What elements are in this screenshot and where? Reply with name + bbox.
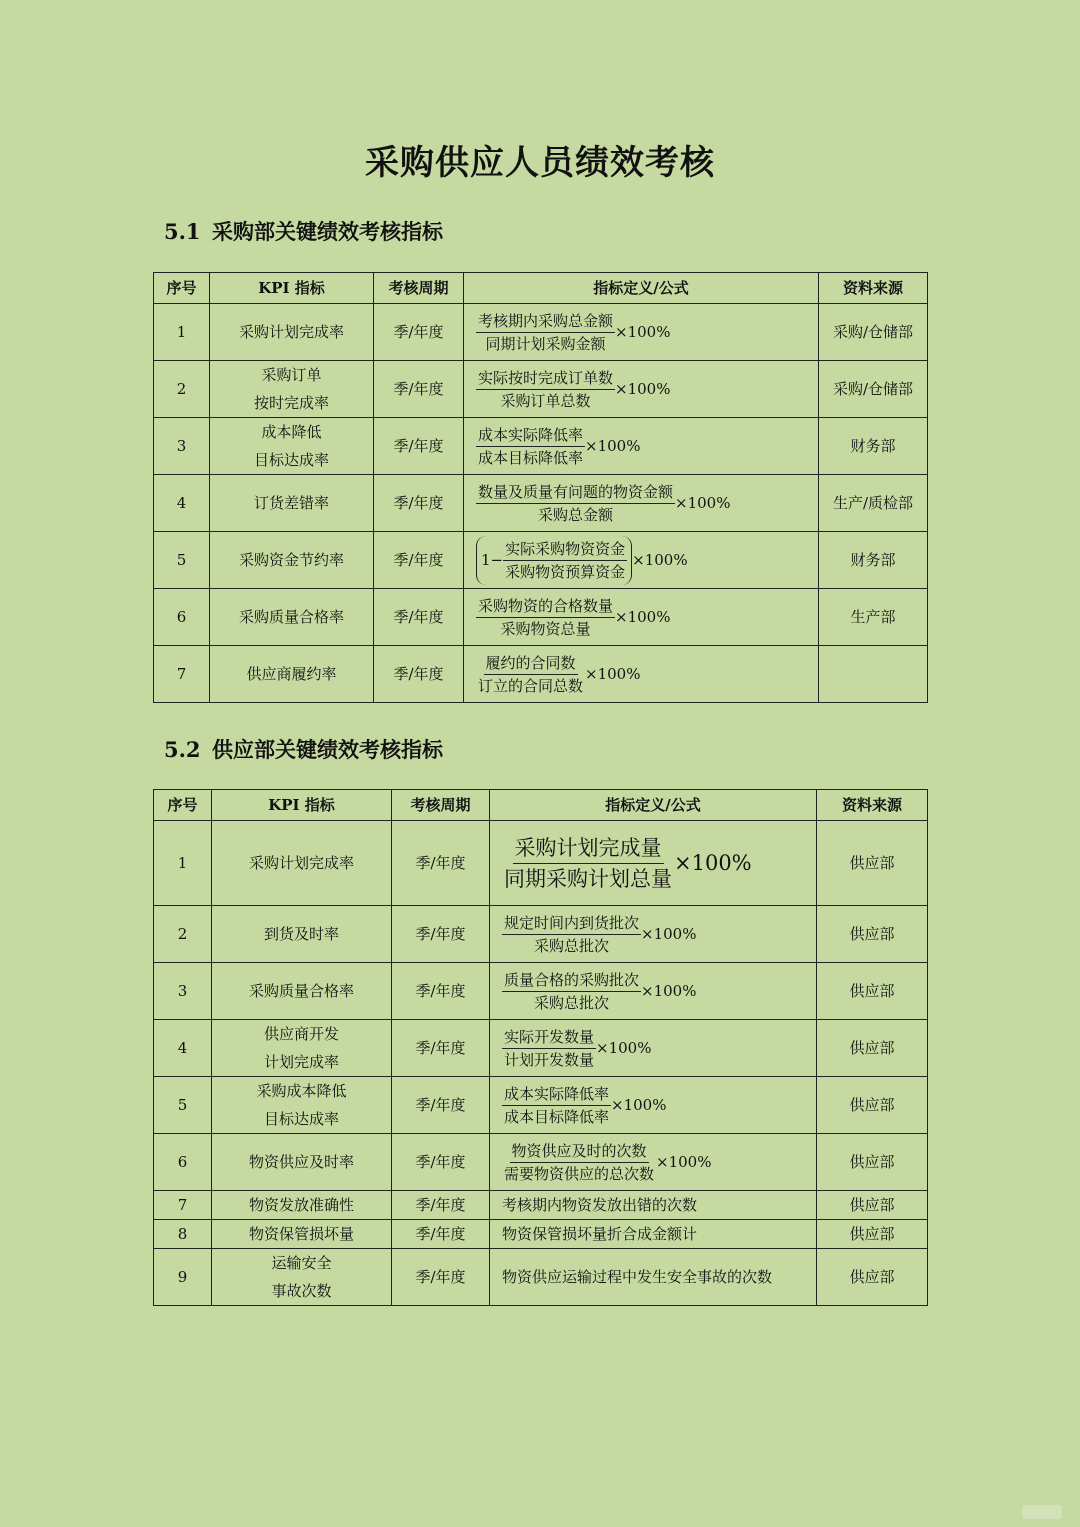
kpi-name-line: 采购资金节约率 bbox=[238, 551, 344, 569]
column-header: 指标定义/公式 bbox=[464, 273, 819, 304]
kpi-name bbox=[210, 304, 374, 361]
column-header: 指标定义/公式 bbox=[490, 790, 817, 821]
kpi-name-line: 物资保管损坏量 bbox=[248, 1225, 354, 1243]
formula-cell bbox=[490, 1191, 817, 1220]
kpi-name-line: 计划完成率 bbox=[263, 1053, 339, 1071]
kpi-name bbox=[212, 906, 392, 963]
definition-text: 物资保管损坏量折合成金额计 bbox=[502, 1225, 698, 1243]
formula-cell bbox=[464, 532, 819, 589]
kpi-name bbox=[210, 418, 374, 475]
data-source: 供应部 bbox=[817, 1077, 928, 1134]
multiply-percent: ×100% bbox=[656, 1153, 712, 1171]
fraction bbox=[502, 833, 674, 894]
column-header: 考核周期 bbox=[392, 790, 490, 821]
assessment-period: 季/年度 bbox=[392, 1020, 490, 1077]
multiply-percent: ×100% bbox=[596, 1039, 652, 1057]
assessment-period: 季/年度 bbox=[374, 418, 464, 475]
table-row bbox=[154, 646, 928, 703]
fraction-numerator: 物资供应及时的次数 bbox=[510, 1140, 649, 1163]
formula bbox=[502, 1084, 667, 1126]
formula-cell bbox=[464, 646, 819, 703]
table-row bbox=[154, 1220, 928, 1249]
fraction-denominator: 采购总批次 bbox=[534, 993, 610, 1012]
row-number: 5 bbox=[154, 1077, 212, 1134]
table-row bbox=[154, 1191, 928, 1220]
fraction-numerator: 实际开发数量 bbox=[502, 1026, 596, 1049]
row-number: 4 bbox=[154, 475, 210, 532]
formula-cell bbox=[464, 361, 819, 418]
table-header-row bbox=[154, 273, 928, 304]
fraction bbox=[502, 1140, 656, 1185]
fraction bbox=[476, 367, 615, 412]
formula bbox=[476, 653, 641, 695]
assessment-period: 季/年度 bbox=[392, 1077, 490, 1134]
kpi-name bbox=[210, 646, 374, 703]
formula-cell bbox=[464, 589, 819, 646]
data-source: 财务部 bbox=[819, 418, 928, 475]
kpi-name-line: 成本降低 bbox=[261, 423, 322, 441]
fraction-numerator: 履约的合同数 bbox=[484, 652, 578, 675]
table-row bbox=[154, 1249, 928, 1306]
kpi-name-line: 订货差错率 bbox=[253, 494, 329, 512]
row-number: 2 bbox=[154, 361, 210, 418]
kpi-name bbox=[212, 1249, 392, 1306]
kpi-name-line: 供应商履约率 bbox=[246, 665, 337, 683]
table-row bbox=[154, 963, 928, 1020]
section-heading-5-1 bbox=[164, 216, 443, 246]
row-number: 7 bbox=[154, 646, 210, 703]
kpi-name bbox=[210, 589, 374, 646]
multiply-percent: ×100% bbox=[611, 1096, 667, 1114]
column-header: 资料来源 bbox=[817, 790, 928, 821]
row-number: 7 bbox=[154, 1191, 212, 1220]
row-number: 2 bbox=[154, 906, 212, 963]
kpi-name bbox=[212, 1020, 392, 1077]
fraction-numerator: 实际采购物资资金 bbox=[503, 538, 627, 561]
formula-cell bbox=[464, 475, 819, 532]
formula bbox=[502, 1027, 652, 1069]
table-row bbox=[154, 1077, 928, 1134]
fraction bbox=[502, 912, 641, 957]
table-row bbox=[154, 475, 928, 532]
row-number: 6 bbox=[154, 589, 210, 646]
data-source: 供应部 bbox=[817, 963, 928, 1020]
formula bbox=[502, 913, 697, 955]
formula-cell bbox=[464, 304, 819, 361]
table-header-row bbox=[154, 790, 928, 821]
formula-prefix: 1− bbox=[481, 551, 504, 569]
kpi-name-line: 到货及时率 bbox=[263, 925, 339, 943]
formula-cell bbox=[490, 906, 817, 963]
data-source: 供应部 bbox=[817, 1134, 928, 1191]
section-number: 5.2 bbox=[164, 737, 201, 762]
kpi-name-line: 事故次数 bbox=[271, 1282, 332, 1300]
fraction bbox=[502, 1083, 611, 1128]
formula bbox=[476, 368, 671, 410]
formula-cell bbox=[464, 418, 819, 475]
row-number: 6 bbox=[154, 1134, 212, 1191]
fraction-denominator: 采购物资预算资金 bbox=[505, 562, 626, 581]
assessment-period: 季/年度 bbox=[374, 646, 464, 703]
fraction-numerator: 采购计划完成量 bbox=[513, 833, 664, 864]
formula bbox=[476, 425, 641, 467]
assessment-period: 季/年度 bbox=[374, 304, 464, 361]
data-source: 供应部 bbox=[817, 1249, 928, 1306]
fraction-numerator: 质量合格的采购批次 bbox=[502, 969, 641, 992]
fraction-numerator: 规定时间内到货批次 bbox=[502, 912, 641, 935]
fraction-denominator: 订立的合同总数 bbox=[478, 676, 584, 695]
section-number: 5.1 bbox=[164, 219, 201, 244]
formula bbox=[502, 835, 752, 891]
fraction bbox=[502, 1026, 596, 1071]
kpi-name bbox=[212, 1220, 392, 1249]
kpi-name-line: 目标达成率 bbox=[253, 451, 329, 469]
kpi-name-line: 物资供应及时率 bbox=[248, 1153, 354, 1171]
column-header: 资料来源 bbox=[819, 273, 928, 304]
kpi-name-line: 目标达成率 bbox=[263, 1110, 339, 1128]
fraction-denominator: 采购订单总数 bbox=[500, 391, 591, 410]
multiply-percent: ×100% bbox=[615, 380, 671, 398]
formula-cell bbox=[490, 963, 817, 1020]
fraction-denominator: 采购总批次 bbox=[534, 936, 610, 955]
kpi-name-line: 采购质量合格率 bbox=[248, 982, 354, 1000]
formula-cell bbox=[490, 1020, 817, 1077]
definition-text: 考核期内物资发放出错的次数 bbox=[502, 1196, 698, 1214]
formula bbox=[476, 596, 671, 638]
fraction-denominator: 需要物资供应的总次数 bbox=[504, 1164, 655, 1183]
multiply-percent: ×100% bbox=[585, 665, 641, 683]
row-number: 9 bbox=[154, 1249, 212, 1306]
kpi-name bbox=[210, 361, 374, 418]
section-heading-5-2 bbox=[164, 734, 443, 764]
kpi-name-line: 采购质量合格率 bbox=[238, 608, 344, 626]
row-number: 8 bbox=[154, 1220, 212, 1249]
row-number: 3 bbox=[154, 963, 212, 1020]
assessment-period: 季/年度 bbox=[374, 589, 464, 646]
fraction-numerator: 实际按时完成订单数 bbox=[476, 367, 615, 390]
fraction bbox=[502, 969, 641, 1014]
page-title: 采购供应人员绩效考核 bbox=[365, 143, 715, 183]
data-source: 供应部 bbox=[817, 1191, 928, 1220]
kpi-name-line: 按时完成率 bbox=[253, 394, 329, 412]
fraction-numerator: 成本实际降低率 bbox=[476, 424, 585, 447]
formula bbox=[476, 311, 671, 353]
table-row bbox=[154, 361, 928, 418]
table-row bbox=[154, 906, 928, 963]
fraction-numerator: 成本实际降低率 bbox=[502, 1083, 611, 1106]
assessment-period: 季/年度 bbox=[392, 906, 490, 963]
kpi-name-line: 采购计划完成率 bbox=[248, 854, 354, 872]
assessment-period: 季/年度 bbox=[392, 963, 490, 1020]
kpi-name-line: 物资发放准确性 bbox=[248, 1196, 354, 1214]
data-source: 生产部 bbox=[819, 589, 928, 646]
formula-cell bbox=[490, 821, 817, 906]
fraction-denominator: 采购总金额 bbox=[538, 505, 614, 524]
fraction bbox=[503, 538, 627, 583]
watermark bbox=[1022, 1505, 1062, 1519]
data-source: 供应部 bbox=[817, 1020, 928, 1077]
table-row bbox=[154, 304, 928, 361]
kpi-name bbox=[210, 532, 374, 589]
column-header: 考核周期 bbox=[374, 273, 464, 304]
data-source: 财务部 bbox=[819, 532, 928, 589]
column-header: KPI 指标 bbox=[212, 790, 392, 821]
multiply-percent: ×100% bbox=[585, 437, 641, 455]
fraction-denominator: 同期计划采购金额 bbox=[485, 334, 606, 353]
formula bbox=[476, 539, 688, 581]
formula bbox=[476, 482, 731, 524]
assessment-period: 季/年度 bbox=[392, 821, 490, 906]
kpi-name-line: 运输安全 bbox=[271, 1254, 332, 1272]
fraction-numerator: 数量及质量有问题的物资金额 bbox=[476, 481, 675, 504]
data-source: 供应部 bbox=[817, 1220, 928, 1249]
kpi-name bbox=[212, 1191, 392, 1220]
data-source: 采购/仓储部 bbox=[819, 361, 928, 418]
assessment-period: 季/年度 bbox=[392, 1220, 490, 1249]
formula-cell bbox=[490, 1077, 817, 1134]
multiply-percent: ×100% bbox=[632, 551, 688, 569]
fraction bbox=[476, 424, 585, 469]
formula bbox=[502, 970, 697, 1012]
assessment-period: 季/年度 bbox=[392, 1249, 490, 1306]
kpi-table-supply bbox=[153, 789, 928, 1306]
data-source: 供应部 bbox=[817, 821, 928, 906]
kpi-name bbox=[212, 821, 392, 906]
table-row bbox=[154, 589, 928, 646]
row-number: 1 bbox=[154, 304, 210, 361]
data-source: 供应部 bbox=[817, 906, 928, 963]
kpi-name-line: 供应商开发 bbox=[263, 1025, 339, 1043]
row-number: 4 bbox=[154, 1020, 212, 1077]
column-header: 序号 bbox=[154, 273, 210, 304]
kpi-table-purchasing bbox=[153, 272, 928, 703]
kpi-name-line: 采购计划完成率 bbox=[238, 323, 344, 341]
row-number: 3 bbox=[154, 418, 210, 475]
table-row bbox=[154, 821, 928, 906]
kpi-name-line: 采购订单 bbox=[261, 366, 322, 384]
definition-text: 物资供应运输过程中发生安全事故的次数 bbox=[502, 1268, 773, 1286]
section-title: 供应部关键绩效考核指标 bbox=[212, 737, 443, 762]
fraction-numerator: 采购物资的合格数量 bbox=[476, 595, 615, 618]
table-row bbox=[154, 532, 928, 589]
kpi-name bbox=[212, 963, 392, 1020]
column-header: 序号 bbox=[154, 790, 212, 821]
kpi-name bbox=[212, 1134, 392, 1191]
kpi-name bbox=[210, 475, 374, 532]
fraction bbox=[476, 481, 675, 526]
row-number: 5 bbox=[154, 532, 210, 589]
assessment-period: 季/年度 bbox=[374, 532, 464, 589]
data-source: 采购/仓储部 bbox=[819, 304, 928, 361]
multiply-percent: ×100% bbox=[641, 982, 697, 1000]
assessment-period: 季/年度 bbox=[392, 1134, 490, 1191]
multiply-percent: ×100% bbox=[674, 851, 752, 875]
multiply-percent: ×100% bbox=[615, 608, 671, 626]
table-row bbox=[154, 1020, 928, 1077]
table-row bbox=[154, 1134, 928, 1191]
parenthesis-group bbox=[476, 536, 632, 585]
assessment-period: 季/年度 bbox=[374, 475, 464, 532]
formula-cell bbox=[490, 1134, 817, 1191]
formula-cell bbox=[490, 1249, 817, 1306]
formula-cell bbox=[490, 1220, 817, 1249]
kpi-name bbox=[212, 1077, 392, 1134]
row-number: 1 bbox=[154, 821, 212, 906]
fraction-denominator: 成本目标降低率 bbox=[504, 1107, 610, 1126]
section-title: 采购部关键绩效考核指标 bbox=[212, 219, 443, 244]
table-row bbox=[154, 418, 928, 475]
fraction-denominator: 计划开发数量 bbox=[504, 1050, 595, 1069]
fraction-denominator: 采购物资总量 bbox=[500, 619, 591, 638]
column-header: KPI 指标 bbox=[210, 273, 374, 304]
fraction bbox=[476, 310, 615, 355]
data-source: 生产/质检部 bbox=[819, 475, 928, 532]
multiply-percent: ×100% bbox=[615, 323, 671, 341]
formula bbox=[502, 1141, 712, 1183]
fraction bbox=[476, 652, 585, 697]
kpi-name-line: 采购成本降低 bbox=[256, 1082, 347, 1100]
fraction-denominator: 成本目标降低率 bbox=[478, 448, 584, 467]
data-source bbox=[819, 646, 928, 703]
multiply-percent: ×100% bbox=[641, 925, 697, 943]
multiply-percent: ×100% bbox=[675, 494, 731, 512]
fraction-numerator: 考核期内采购总金额 bbox=[476, 310, 615, 333]
assessment-period: 季/年度 bbox=[392, 1191, 490, 1220]
fraction-denominator: 同期采购计划总量 bbox=[504, 866, 672, 891]
fraction bbox=[476, 595, 615, 640]
assessment-period: 季/年度 bbox=[374, 361, 464, 418]
